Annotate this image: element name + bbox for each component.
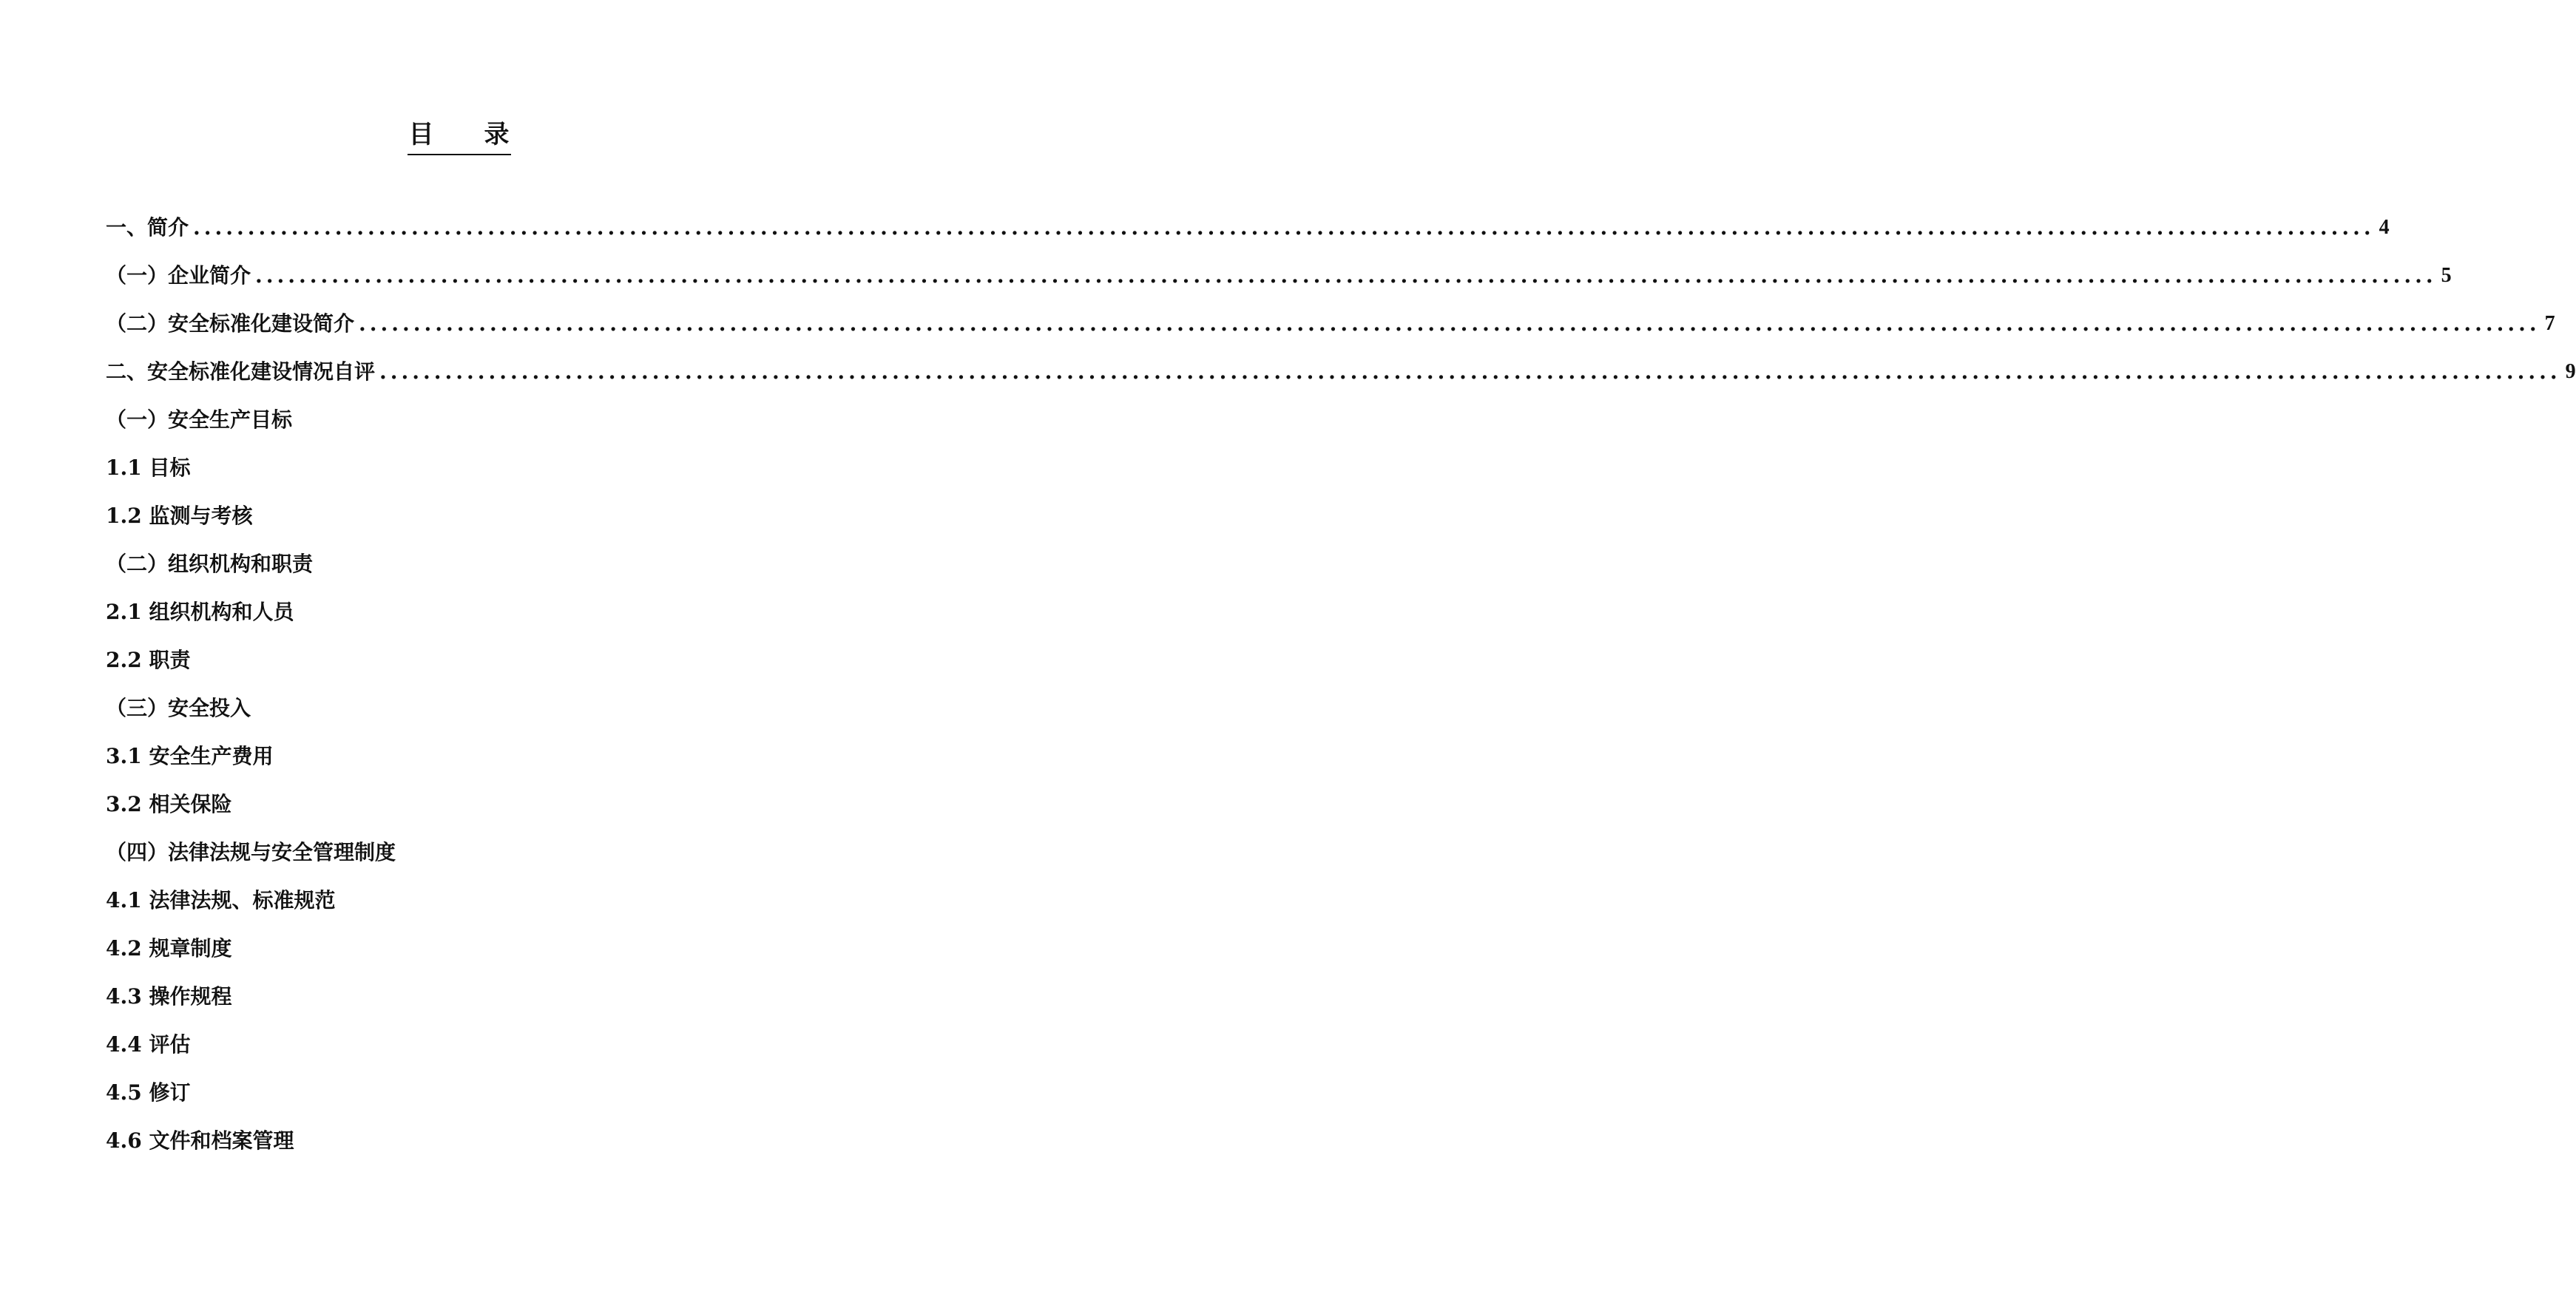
- toc-entry-label: 4.5 修订: [106, 1080, 191, 1105]
- toc-entry-label: 4.2 规章制度: [106, 936, 232, 961]
- toc-leader-dots: ........................................................................................................................................................................................................: [255, 263, 2437, 288]
- toc-entry-label: 二、安全标准化建设情况自评: [106, 359, 376, 384]
- toc-title-text: 目 录: [408, 117, 511, 155]
- toc-entry-label: （三）安全投入: [106, 696, 251, 720]
- toc-leader-dots: ........................................................................................................................................................................................................: [379, 359, 2561, 384]
- toc-entry[interactable]: [106, 503, 813, 551]
- toc-entry-label: （一）安全生产目标: [106, 407, 293, 432]
- toc-entry-page-number: 9: [2565, 360, 2576, 383]
- toc-entry[interactable]: [106, 455, 813, 503]
- toc-entry-label: 2.2 职责: [106, 648, 191, 672]
- toc-entry-label: 3.2 相关保险: [106, 792, 232, 816]
- toc-entry-label: 4.6 文件和档案管理: [106, 1128, 294, 1153]
- toc-entry-page-number: 4: [2379, 216, 2390, 239]
- toc-entry[interactable]: [106, 359, 2576, 407]
- toc-entry[interactable]: [106, 935, 813, 983]
- toc-entry-label: 4.1 法律法规、标准规范: [106, 888, 336, 912]
- toc-entry[interactable]: [106, 743, 813, 791]
- toc-entry[interactable]: [106, 599, 813, 647]
- toc-entry[interactable]: [106, 263, 2452, 311]
- toc-title: [0, 117, 918, 155]
- toc-entry[interactable]: [106, 983, 813, 1032]
- toc-entry-page-number: 7: [2544, 312, 2555, 335]
- toc-entry[interactable]: [106, 1032, 813, 1080]
- toc-entry-label: （二）安全标准化建设简介: [106, 311, 355, 336]
- toc-entry-label: 2.1 组织机构和人员: [106, 600, 294, 624]
- toc-leader-dots: ........................................................................................................................................................................................................: [359, 311, 2540, 336]
- toc-leader-dots: ........................................................................................................................................................................................................: [193, 215, 2375, 240]
- toc-entry-label: 1.2 监测与考核: [106, 504, 253, 528]
- toc-entry[interactable]: [106, 1080, 813, 1128]
- toc-entry-label: （四）法律法规与安全管理制度: [106, 840, 396, 864]
- toc-entry-label: 4.3 操作规程: [106, 984, 232, 1009]
- toc-entry[interactable]: [106, 839, 813, 887]
- toc-entry-label: 3.1 安全生产费用: [106, 744, 274, 768]
- toc-entry-label: 1.1 目标: [106, 456, 191, 480]
- toc-entry[interactable]: [106, 791, 813, 839]
- toc-entry[interactable]: [106, 887, 813, 935]
- toc-entry[interactable]: [106, 551, 813, 599]
- toc-entry[interactable]: [106, 647, 813, 695]
- toc-entry[interactable]: [106, 311, 2555, 359]
- toc-entry[interactable]: [106, 214, 2390, 263]
- table-of-contents: [106, 214, 2576, 1176]
- toc-entry[interactable]: [106, 407, 813, 455]
- toc-entry[interactable]: [106, 695, 813, 743]
- toc-entry-label: 4.4 评估: [106, 1032, 191, 1057]
- toc-entry-label: （一）企业简介: [106, 263, 251, 288]
- toc-entry-label: 一、简介: [106, 215, 189, 240]
- toc-entry-page-number: 5: [2441, 264, 2452, 287]
- toc-entry[interactable]: [106, 1128, 813, 1176]
- toc-entry-label: （二）组织机构和职责: [106, 552, 314, 576]
